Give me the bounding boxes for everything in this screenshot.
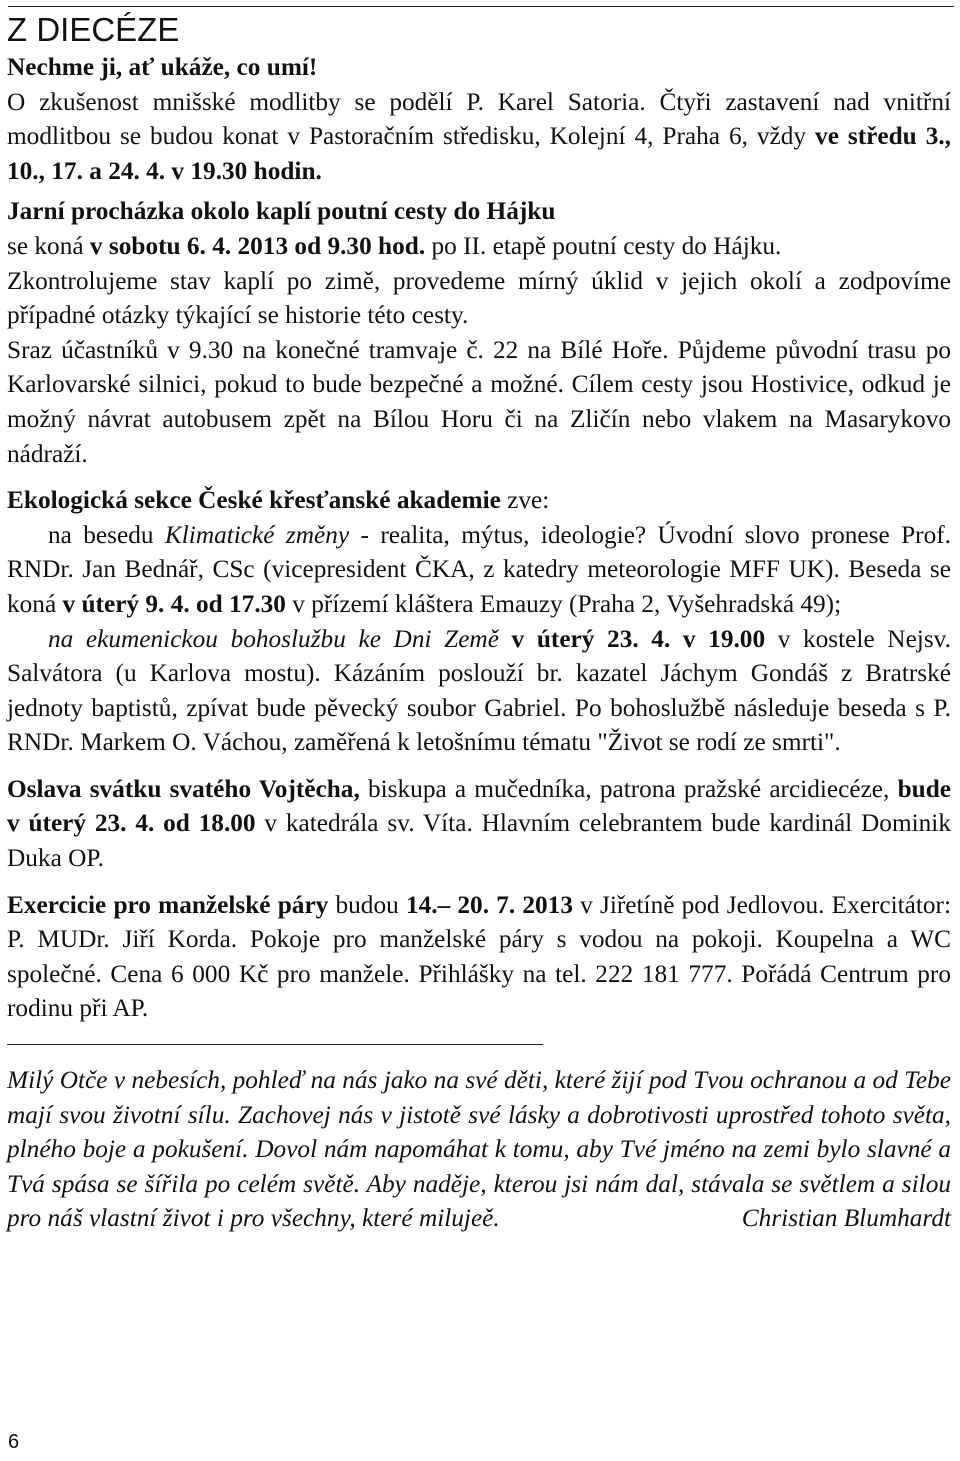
separator-rule	[7, 1044, 543, 1045]
body-bold: v sobotu 6. 4. 2013 od 9.30 hod.	[89, 231, 426, 260]
page-number: 6	[8, 1431, 20, 1453]
body-text: v kostele Nejsv. Salvátora (u Karlova mostu). Kázáním poslouží br. kazatel Jáchym Gondáš z Bratrské jednoty baptistů, zpívat bude pěvecký soubor Gabriel. Po bohoslužbě následuje beseda s P. RNDr. Markem O. Váchou, zaměřená k letošnímu tématu "Život se rodí ze smrti".	[7, 624, 951, 757]
article-heading	[7, 50, 951, 85]
body-italic: na ekumenickou bohoslužbu ke Dni Země	[48, 624, 499, 653]
prayer-text	[7, 1063, 951, 1236]
body-italic: Klimatické změny	[164, 520, 350, 549]
body-text: v katedrála sv. Víta. Hlavním celebrantem bude kardinál Dominik Duka OP.	[7, 809, 951, 873]
body-text: se koná	[7, 231, 90, 260]
body-text: po II. etapě poutní cesty do Hájku.	[425, 231, 782, 260]
prayer-author: Christian Blumhardt	[741, 1204, 951, 1233]
body-bold: ve středu 3., 10., 17. a 24. 4. v 19.30 hodin.	[7, 122, 952, 185]
article-heading	[7, 194, 951, 229]
article-body	[7, 229, 951, 264]
body-text: v přízemí kláštera Emauzy (Praha 2, Vyšehradská 49);	[285, 589, 842, 618]
body-text: O zkušenost mnišské modlitby se podělí P. Karel Satoria. Čtyři zastavení nad vnitřní modlitbou se budou konat v Pastoračním středisku, Kolejní 4, Praha 6, vždy	[7, 87, 951, 151]
article-heading	[7, 483, 951, 518]
prayer-block	[7, 1063, 951, 1236]
article-heading-text: Nechme ji, ať ukáže, co umí!	[7, 53, 318, 81]
article-body	[7, 622, 951, 760]
article-heading-text: Oslava svátku svatého Vojtěcha,	[7, 774, 360, 803]
body-text: - realita, mýtus, ideologie? Úvodní slovo pronese Prof. RNDr. Jan Bednář, CSc (vicepresident ČKA, z katedry meteorologie MFF UK). Beseda se koná	[7, 520, 951, 618]
body-bold: v úterý 9. 4. od 17.30	[62, 589, 286, 618]
top-rule	[8, 6, 954, 7]
article-heading-text: Ekologická sekce České křesťanské akademie	[7, 486, 501, 515]
article-heading-text: Jarní procházka okolo kaplí poutní cesty do Hájku	[7, 197, 556, 226]
article-couples-retreat	[7, 888, 951, 1026]
body-text: v Jiřetíně pod Jedlovou. Exercitátor: P. MUDr. Jiří Korda. Pokoje pro manželské páry s vodou na pokoji. Koupelna a WC společné. Cena 6 000 Kč pro manžele. Přihlášky na tel. 222 181 777. Pořádá Centrum pro rodinu při AP.	[7, 890, 952, 1023]
article-spring-walk	[7, 194, 951, 471]
article-heading-text: Exercicie pro manželské páry	[7, 890, 329, 919]
body-bold: v úterý 23. 4. v 19.00	[498, 624, 766, 653]
body-text: zve:	[500, 486, 550, 515]
article-body	[7, 518, 951, 622]
body-text: na besedu	[48, 520, 165, 549]
body-bold: 14.– 20. 7. 2013	[405, 890, 573, 919]
body-text: budou	[328, 890, 406, 919]
document-page	[7, 10, 951, 1236]
article-ecology-section	[7, 483, 951, 760]
article-body: Sraz účastníků v 9.30 na konečné tramvaje č. 22 na Bílé Hoře. Půjdeme původní trasu po Karlovarské silnici, pokud to bude bezpečné a možné. Cílem cesty jsou Hostivice, odkud je možný návrat autobusem zpět na Bílou Horu či na Zličín nebo vlakem na Masarykovo nádraží.	[7, 335, 951, 468]
prayer-body: Milý Otče v nebesích, pohleď na nás jako na své děti, které žijí pod Tvou ochranou a od Tebe mají svou životní sílu. Zachovej nás v jistotě své lásky a dobrotivosti uprostřed tohoto světa, plného boje a pokušení. Dovol nám napomáhat k tomu, aby Tvé jméno na zemi bylo slavné a Tvá spása se šířila po celém světě. Aby naděje, kterou jsi nám dal, stávala se světlem a silou pro náš vlastní život i pro všechny, které milujeě.	[7, 1066, 951, 1233]
body-bold: bude v úterý 23. 4. od 18.00	[7, 774, 951, 838]
body-text: biskupa a mučedníka, patrona pražské arcidiecéze,	[359, 774, 898, 803]
article-monastic-prayer	[7, 50, 951, 188]
article-st-vojtech	[7, 772, 951, 876]
article-body	[7, 772, 951, 876]
article-body	[7, 85, 951, 189]
article-body	[7, 888, 951, 1026]
article-body: Zkontrolujeme stav kaplí po zimě, provedeme mírný úklid v jejich okolí a zodpovíme případné otázky týkající se historie této cesty.	[7, 266, 951, 330]
section-title: Z DIECÉZE	[7, 11, 180, 48]
